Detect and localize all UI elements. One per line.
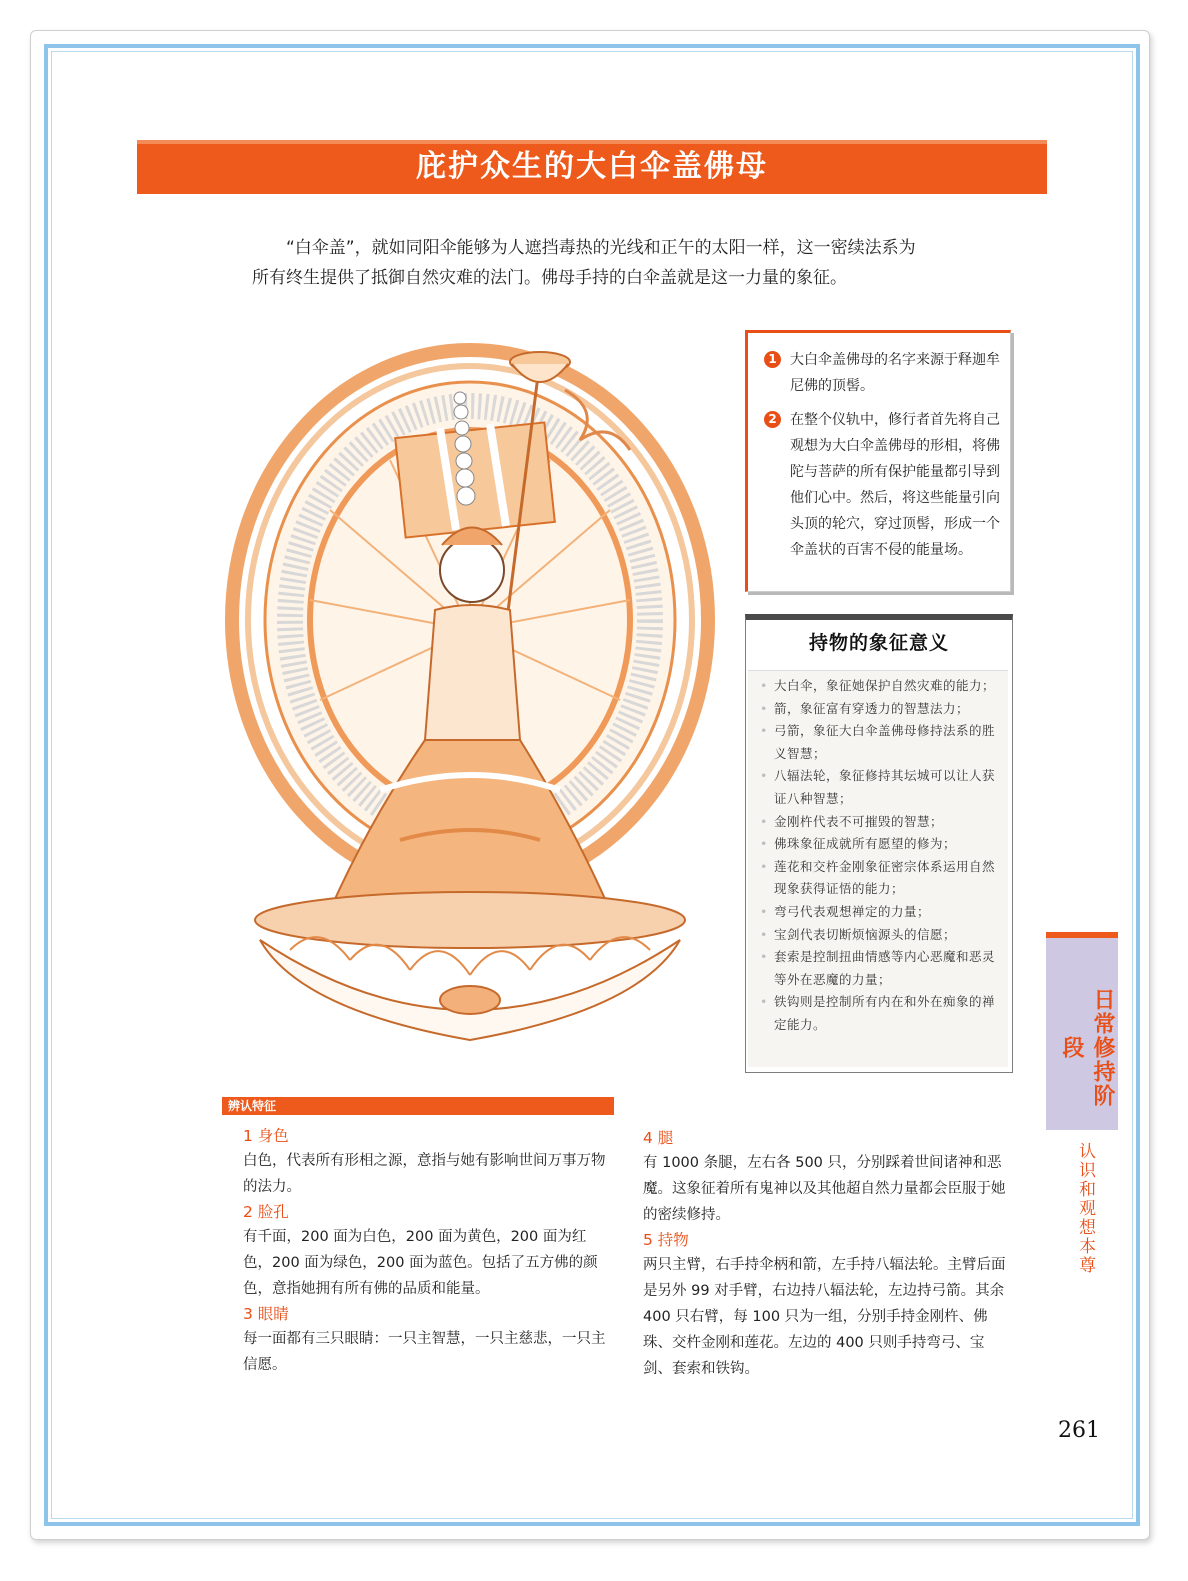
symbol-list [748, 670, 1008, 1067]
symbol-item: • 佛珠象征成就所有愿望的修为； [760, 833, 1002, 856]
title-banner [137, 140, 1047, 194]
deity-head [440, 538, 504, 602]
features-column-right [643, 1126, 1013, 1382]
feature-heading: 5 持物 [643, 1231, 689, 1249]
symbol-item: • 弯弓代表观想禅定的力量； [760, 901, 1002, 924]
callout-text: 大白伞盖佛母的名字来源于释迦牟尼佛的顶髻。 [790, 352, 1000, 394]
symbol-item: • 套索是控制扭曲情感等内心恶魔和恶灵等外在恶魔的力量； [760, 946, 1002, 991]
feature-heading: 4 腿 [643, 1129, 674, 1147]
callout-number: 1 [764, 351, 781, 368]
page-title: 庇护众生的大白伞盖佛母 [416, 149, 768, 184]
symbol-box-title: 持物的象征意义 [808, 632, 949, 654]
feature-body: 白色，代表所有形相之源，意指与她有影响世间万事万物的法力。 [243, 1153, 606, 1195]
symbol-item: • 铁钩则是控制所有内在和外在痴象的禅定能力。 [760, 991, 1002, 1036]
intro-paragraph [252, 233, 1022, 293]
page-number: 261 [1058, 1418, 1100, 1443]
section-subtitle: 认识和观想本尊 [1075, 1142, 1095, 1275]
feature-heading: 1 身色 [243, 1127, 289, 1145]
callout-item [764, 407, 1002, 563]
callout-box [745, 330, 1011, 592]
intro-line-1: “白伞盖”，就如同阳伞能够为人遮挡毒热的光线和正午的太阳一样，这一密续法系为 [286, 238, 916, 258]
chapter-tab-label: 日常修持阶段 [1059, 988, 1115, 1108]
feature-body: 有千面，200 面为白色，200 面为黄色，200 面为红色，200 面为绿色，200 面为蓝色。包括了五方佛的颜色，意指她拥有所有佛的品质和能量。 [243, 1229, 598, 1297]
symbol-item: • 大白伞，象征她保护自然灾难的能力； [760, 675, 1002, 698]
features-header: 辨认特征 [228, 1099, 277, 1113]
callout-number: 2 [764, 411, 781, 428]
feature-body: 每一面都有三只眼睛：一只主智慧，一只主慈悲，一只主信愿。 [243, 1331, 606, 1373]
features-column-left [243, 1124, 613, 1378]
symbol-item: • 八辐法轮，象征修持其坛城可以让人获证八种智慧； [760, 765, 1002, 810]
symbol-item: • 弓箭，象征大白伞盖佛母修持法系的胜义智慧； [760, 720, 1002, 765]
symbol-item: • 箭，象征富有穿透力的智慧法力； [760, 698, 1002, 721]
chapter-tab [1046, 932, 1118, 1130]
feature-body: 两只主臂，右手持伞柄和箭，左手持八辐法轮。主臂后面是另外 99 对手臂，右边持八辐法轮，左边持弓箭。其余 400 只右臂，每 100 只为一组，分别手持金刚杵、佛珠、交杵金刚和莲花。左边的 400 只则手持弯弓、宝剑、套索和铁钩。 [643, 1257, 1006, 1377]
features-header-bar [222, 1097, 614, 1115]
intro-line-2: 所有终生提供了抵御自然灾难的法门。佛母手持的白伞盖就是这一力量的象征。 [252, 268, 847, 288]
deity-illustration [220, 320, 740, 1060]
lotus-seat [255, 892, 685, 948]
callout-text: 在整个仪轨中，修行者首先将自己观想为大白伞盖佛母的形相，将佛陀与菩萨的所有保护能量都引导到他们心中。然后，将这些能量引向头顶的轮穴，穿过顶髻，形成一个伞盖状的百害不侵的能量场。 [790, 412, 1000, 558]
symbol-item: • 莲花和交杵金刚象征密宗体系运用自然现象获得证悟的能力； [760, 856, 1002, 901]
feature-heading: 3 眼睛 [243, 1305, 289, 1323]
symbol-meaning-box [745, 614, 1013, 1073]
symbol-item: • 宝剑代表切断烦恼源头的信愿； [760, 924, 1002, 947]
feature-body: 有 1000 条腿，左右各 500 只，分别踩着世间诸神和恶魔。这象征着所有鬼神以及其他超自然力量都会臣服于她的密续修持。 [643, 1155, 1006, 1223]
symbol-item: • 金刚杵代表不可摧毁的智慧； [760, 811, 1002, 834]
feature-heading: 2 脸孔 [243, 1203, 289, 1221]
callout-item [764, 347, 1002, 399]
